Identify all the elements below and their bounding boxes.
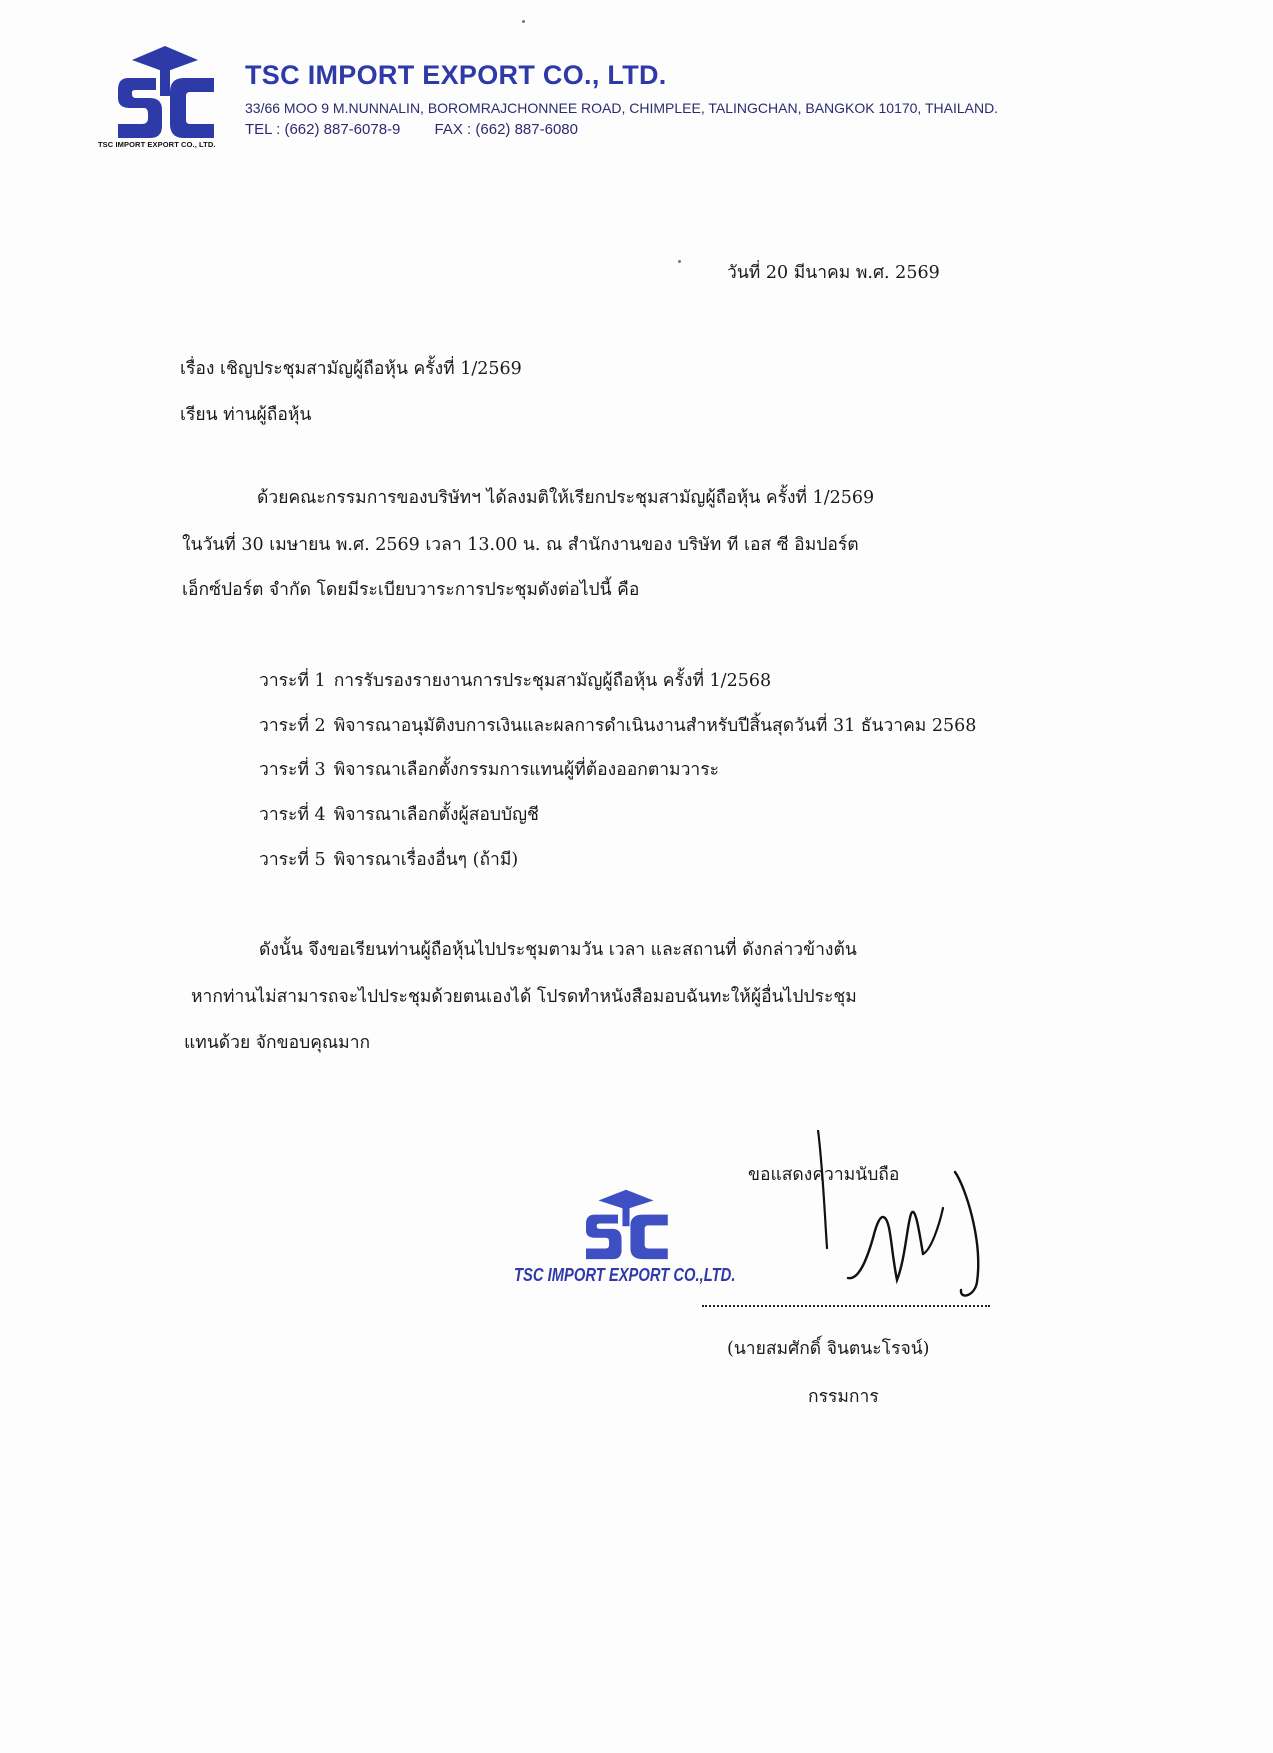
- signature-line: [702, 1305, 990, 1307]
- agenda-number: วาระที่ 1: [259, 671, 326, 691]
- signer-title: กรรมการ: [808, 1387, 879, 1407]
- letter-date: วันที่ 20 มีนาคม พ.ศ. 2569: [727, 263, 940, 283]
- company-address: 33/66 MOO 9 M.NUNNALIN, BOROMRAJCHONNEE ROAD, CHIMPLEE, TALINGCHAN, BANGKOK 10170, THAILAND.: [245, 100, 999, 116]
- paragraph2-line: หากท่านไม่สามารถจะไปประชุมด้วยตนเองได้ โปรดทำหนังสือมอบฉันทะให้ผู้อื่นไปประชุม: [191, 987, 857, 1007]
- signer-name: (นายสมศักดิ์ จินตนะโรจน์): [727, 1339, 930, 1359]
- company-name: TSC IMPORT EXPORT CO., LTD.: [245, 60, 667, 90]
- agenda-number: วาระที่ 3: [259, 760, 326, 780]
- agenda-text: พิจารณาเลือกตั้งผู้สอบบัญชี: [333, 805, 539, 825]
- signature-mark: [815, 1130, 1005, 1310]
- company-tel: TEL : (662) 887-6078-9: [245, 121, 401, 138]
- letter-recipient: เรียน ท่านผู้ถือหุ้น: [180, 405, 312, 425]
- scan-speck: [678, 260, 681, 263]
- agenda-text: พิจารณาเลือกตั้งกรรมการแทนผู้ที่ต้องออกตามวาระ: [333, 760, 720, 780]
- paragraph2-line: ดังนั้น จึงขอเรียนท่านผู้ถือหุ้นไปประชุมตามวัน เวลา และสถานที่ ดังกล่าวข้างต้น: [259, 940, 857, 960]
- company-stamp: [514, 1188, 734, 1298]
- agenda-item: [259, 800, 539, 828]
- stamp-text: TSC IMPORT EXPORT CO.,LTD.: [514, 1265, 736, 1285]
- paragraph1-line: ด้วยคณะกรรมการของบริษัทฯ ได้ลงมติให้เรียกประชุมสามัญผู้ถือหุ้น ครั้งที่ 1/2569: [257, 488, 875, 508]
- agenda-text: การรับรองรายงานการประชุมสามัญผู้ถือหุ้น ครั้งที่ 1/2568: [333, 671, 772, 691]
- logo-caption: TSC IMPORT EXPORT CO., LTD.: [98, 140, 216, 149]
- paragraph1-line: ในวันที่ 30 เมษายน พ.ศ. 2569 เวลา 13.00 น. ณ สำนักงานของ บริษัท ที เอส ซี อิมปอร์ต: [182, 535, 859, 555]
- paragraph1-line: เอ็กซ์ปอร์ต จำกัด โดยมีระเบียบวาระการประชุมดังต่อไปนี้ คือ: [182, 580, 640, 600]
- agenda-item: [259, 845, 518, 873]
- stamp-logo-icon: [576, 1188, 676, 1268]
- agenda-number: วาระที่ 2: [259, 716, 326, 736]
- agenda-text: พิจารณาเรื่องอื่นๆ (ถ้ามี): [333, 850, 519, 870]
- agenda-text: พิจารณาอนุมัติงบการเงินและผลการดำเนินงานสำหรับปีสิ้นสุดวันที่ 31 ธันวาคม 2568: [333, 716, 977, 736]
- agenda-item: [259, 711, 976, 739]
- letter-subject: เรื่อง เชิญประชุมสามัญผู้ถือหุ้น ครั้งที่ 1/2569: [180, 359, 522, 379]
- paragraph2-line: แทนด้วย จักขอบคุณมาก: [184, 1033, 371, 1053]
- company-contact: [245, 121, 578, 138]
- scan-speck: [522, 20, 525, 23]
- company-fax: FAX : (662) 887-6080: [434, 121, 578, 138]
- agenda-item: [259, 755, 719, 783]
- closing-text: ขอแสดงความนับถือ: [748, 1165, 900, 1185]
- company-logo-icon: [110, 42, 220, 152]
- agenda-item: [259, 666, 771, 694]
- agenda-number: วาระที่ 5: [259, 850, 326, 870]
- agenda-number: วาระที่ 4: [259, 805, 326, 825]
